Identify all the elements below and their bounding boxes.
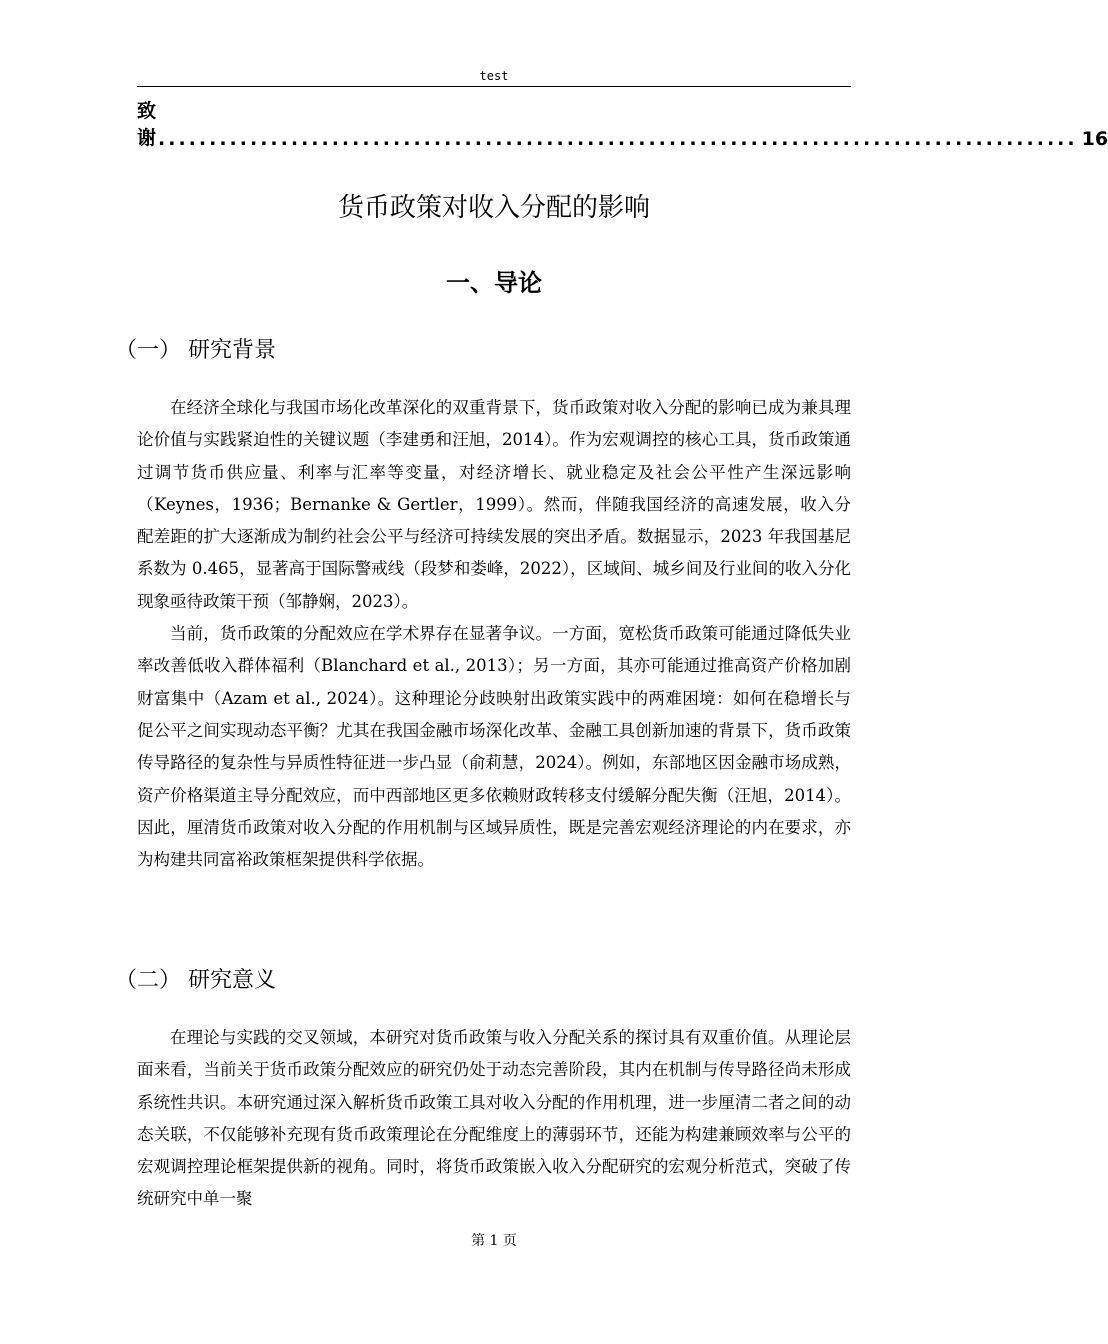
toc-page-number: 16 <box>1081 128 1108 150</box>
document-title: 货币政策对收入分配的影响 <box>337 193 650 223</box>
section-heading-background: （一） 研究背景 <box>115 338 276 363</box>
toc-label: 致谢 <box>137 100 157 149</box>
page-number-footer: 第 1 页 <box>471 1233 517 1249</box>
paragraph: 当前，货币政策的分配效应在学术界存在显著争议。一方面，宽松货币政策可能通过降低失业率改善低收入群体福利（Blanchard et al., 2013）；另一方面，其亦可能通过推高资产价格加剧财富集中（Azam et al., 2024）。这种理论分歧映射出政策实践中的两难困境：如何在稳增长与促公平之间实现动态平衡？尤其在我国金融市场深化改革、金融工具创新加速的背景下，货币政策传导路径的复杂性与异质性特征进一步凸显（俞莉慧，2024）。例如，东部地区因金融市场成熟，资产价格渠道主导分配效应，而中西部地区更多依赖财政转移支付缓解分配失衡（汪旭，2014）。因此，厘清货币政策对收入分配的作用机制与区域异质性，既是完善宏观经济理论的内在要求，亦为构建共同富裕政策框架提供科学依据。 <box>137 624 851 870</box>
header-rule <box>137 86 851 87</box>
paragraph: 在理论与实践的交叉领域，本研究对货币政策与收入分配关系的探讨具有双重价值。从理论层面来看，当前关于货币政策分配效应的研究仍处于动态完善阶段，其内在机制与传导路径尚未形成系统性共识。本研究通过深入解析货币政策工具对收入分配的作用机理，进一步厘清二者之间的动态关联，不仅能够补充现有货币政策理论在分配维度上的薄弱环节，还能为构建兼顾效率与公平的宏观调控理论框架提供新的视角。同时，将货币政策嵌入收入分配研究的宏观分析范式，突破了传统研究中单一聚 <box>137 1028 851 1209</box>
paragraph: 在经济全球化与我国市场化改革深化的双重背景下，货币政策对收入分配的影响已成为兼具理论价值与实践紧迫性的关键议题（李建勇和汪旭，2014）。作为宏观调控的核心工具，货币政策通过调节货币供应量、利率与汇率等变量，对经济增长、就业稳定及社会公平性产生深远影响（Keynes，1936；Bernanke & Gertler，1999）。然而，伴随我国经济的高速发展，收入分配差距的扩大逐渐成为制约社会公平与经济可持续发展的突出矛盾。数据显示，2023 年我国基尼系数为 0.465，显著高于国际警戒线（段梦和娄峰，2022），区域间、城乡间及行业间的收入分化现象亟待政策干预（邹静娴，2023）。 <box>137 398 851 611</box>
toc-entry <box>137 100 1108 150</box>
page-header: test <box>479 69 509 83</box>
section-heading-significance: （二） 研究意义 <box>115 968 276 993</box>
toc-leader: .......................................................................................... <box>158 128 1078 150</box>
section-body-significance <box>137 1022 851 1216</box>
section-body-background <box>137 392 851 876</box>
chapter-heading: 一、导论 <box>446 269 542 297</box>
